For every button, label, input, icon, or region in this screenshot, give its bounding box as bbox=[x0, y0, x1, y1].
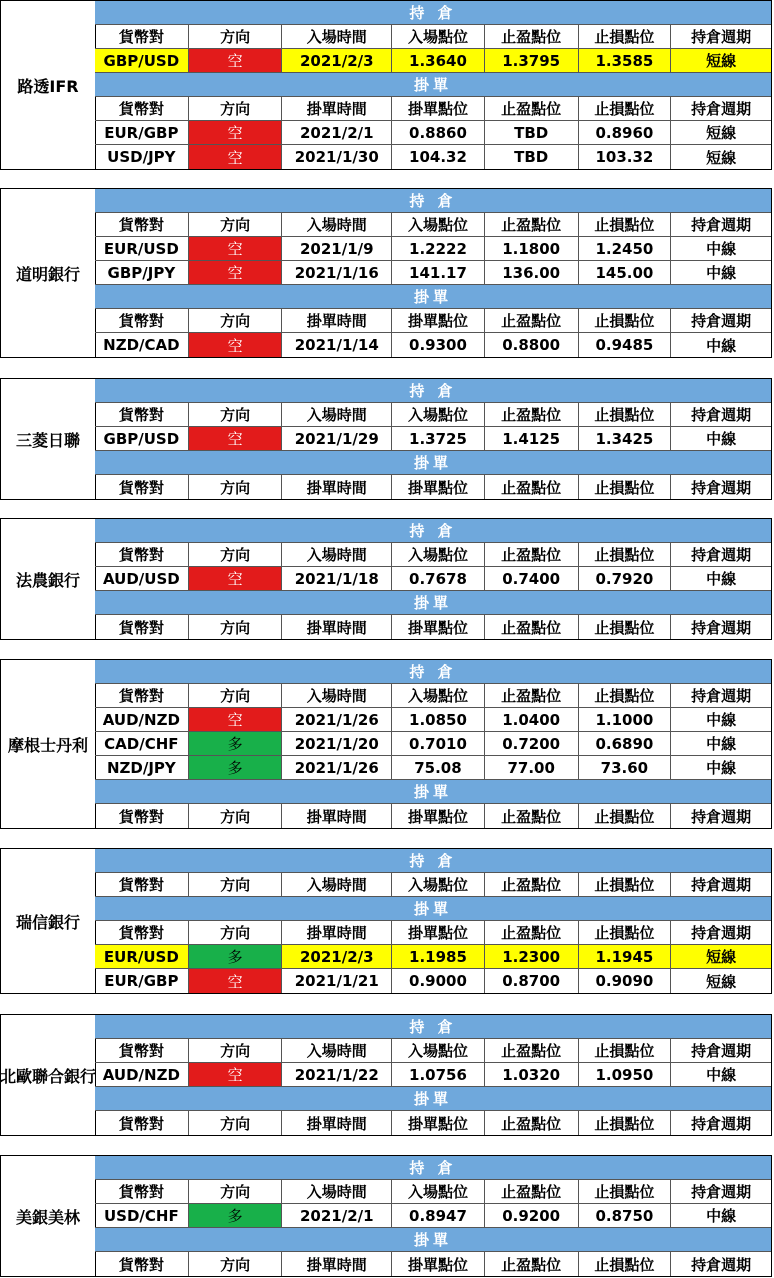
column-header: 持倉週期 bbox=[691, 28, 752, 46]
column-header: 入場時間 bbox=[282, 873, 392, 896]
cell-sl: 0.8960 bbox=[579, 121, 672, 144]
column-header: 貨幣對 bbox=[95, 873, 189, 896]
cell-pair: USD/JPY bbox=[95, 145, 189, 169]
orders-banner: 掛單 bbox=[95, 73, 771, 97]
column-header: 止損點位 bbox=[579, 873, 672, 896]
column-header: 持倉週期 bbox=[691, 216, 752, 234]
cell-tp: 0.9200 bbox=[485, 1204, 579, 1227]
column-header: 掛單時間 bbox=[282, 1111, 392, 1135]
positions-banner: 持 倉 bbox=[95, 1015, 771, 1039]
column-header: 止損點位 bbox=[579, 403, 672, 426]
cell-date: 2021/2/3 bbox=[282, 945, 392, 968]
table-row bbox=[95, 756, 771, 780]
column-header: 方向 bbox=[189, 1111, 283, 1135]
bank-name: 道明銀行 bbox=[1, 189, 96, 357]
table-row bbox=[95, 708, 771, 732]
direction-badge: 空 bbox=[189, 49, 283, 72]
positions-header-row bbox=[95, 543, 771, 567]
column-header: 貨幣對 bbox=[95, 684, 189, 707]
column-header: 方向 bbox=[189, 1180, 283, 1203]
column-header: 掛單點位 bbox=[392, 475, 485, 499]
direction-badge: 空 bbox=[189, 1063, 283, 1086]
cell-sl: 1.3425 bbox=[579, 427, 672, 450]
cell-pair: EUR/GBP bbox=[95, 121, 189, 144]
column-header: 貨幣對 bbox=[95, 25, 189, 48]
cell-pair: NZD/JPY bbox=[95, 756, 189, 779]
table-row bbox=[95, 145, 771, 169]
table-row bbox=[95, 732, 771, 756]
column-header: 掛單時間 bbox=[282, 921, 392, 944]
bank-name: 瑞信銀行 bbox=[1, 849, 96, 993]
column-header: 掛單時間 bbox=[282, 97, 392, 120]
table-row bbox=[95, 567, 771, 591]
bank-name: 三菱日聯 bbox=[1, 379, 96, 499]
bank-name: 北歐聯合銀行 bbox=[1, 1015, 96, 1135]
column-header: 止損點位 bbox=[579, 213, 672, 236]
cell-sl: 1.0950 bbox=[579, 1063, 672, 1086]
column-header: 貨幣對 bbox=[95, 1111, 189, 1135]
cell-period: 中線 bbox=[706, 735, 737, 753]
bank-table bbox=[95, 519, 771, 639]
column-header: 入場時間 bbox=[282, 213, 392, 236]
direction-badge: 空 bbox=[189, 121, 283, 144]
bank-block bbox=[0, 1014, 772, 1136]
column-header: 入場點位 bbox=[392, 25, 485, 48]
column-header: 持倉週期 bbox=[691, 1114, 752, 1133]
cell-tp: 0.8700 bbox=[485, 969, 579, 993]
cell-entry: 0.8860 bbox=[392, 121, 485, 144]
direction-badge: 空 bbox=[189, 237, 283, 260]
cell-tp: 0.7400 bbox=[485, 567, 579, 590]
cell-entry: 0.7010 bbox=[392, 732, 485, 755]
cell-date: 2021/1/16 bbox=[282, 261, 392, 284]
column-header: 持倉週期 bbox=[691, 687, 752, 705]
column-header: 止盈點位 bbox=[485, 213, 579, 236]
cell-tp: 0.7200 bbox=[485, 732, 579, 755]
cell-entry: 104.32 bbox=[392, 145, 485, 169]
cell-pair: AUD/NZD bbox=[95, 708, 189, 731]
positions-banner: 持 倉 bbox=[95, 660, 771, 684]
column-header: 止損點位 bbox=[579, 615, 672, 639]
column-header: 持倉週期 bbox=[691, 924, 752, 942]
bank-table bbox=[95, 379, 771, 499]
column-header: 止盈點位 bbox=[485, 403, 579, 426]
cell-pair: GBP/JPY bbox=[95, 261, 189, 284]
column-header: 方向 bbox=[189, 873, 283, 896]
cell-tp: 1.3795 bbox=[485, 49, 579, 72]
cell-pair: AUD/USD bbox=[95, 567, 189, 590]
orders-header-row bbox=[95, 475, 771, 499]
column-header: 止損點位 bbox=[579, 1111, 672, 1135]
cell-date: 2021/2/3 bbox=[282, 49, 392, 72]
cell-sl: 1.3585 bbox=[579, 49, 672, 72]
cell-period: 短線 bbox=[706, 124, 737, 142]
column-header: 止盈點位 bbox=[485, 309, 579, 332]
column-header: 止損點位 bbox=[579, 475, 672, 499]
bank-block bbox=[0, 518, 772, 640]
orders-header-row bbox=[95, 1252, 771, 1276]
column-header: 方向 bbox=[189, 97, 283, 120]
column-header: 方向 bbox=[189, 475, 283, 499]
column-header: 入場點位 bbox=[392, 213, 485, 236]
bank-table bbox=[95, 1015, 771, 1135]
column-header: 掛單時間 bbox=[282, 615, 392, 639]
column-header: 掛單點位 bbox=[392, 615, 485, 639]
column-header: 方向 bbox=[189, 1252, 283, 1276]
orders-banner: 掛單 bbox=[95, 780, 771, 804]
column-header: 止盈點位 bbox=[485, 1039, 579, 1062]
column-header: 止盈點位 bbox=[485, 684, 579, 707]
direction-badge: 多 bbox=[189, 756, 283, 779]
orders-banner: 掛單 bbox=[95, 451, 771, 475]
column-header: 持倉週期 bbox=[691, 100, 752, 118]
bank-name: 路透IFR bbox=[1, 1, 96, 169]
column-header: 方向 bbox=[189, 1039, 283, 1062]
column-header: 止損點位 bbox=[579, 1039, 672, 1062]
column-header: 貨幣對 bbox=[95, 97, 189, 120]
cell-pair: CAD/CHF bbox=[95, 732, 189, 755]
direction-badge: 多 bbox=[189, 732, 283, 755]
cell-date: 2021/1/22 bbox=[282, 1063, 392, 1086]
positions-header-row bbox=[95, 873, 771, 897]
column-header: 貨幣對 bbox=[95, 543, 189, 566]
column-header: 持倉週期 bbox=[691, 312, 752, 330]
cell-sl: 73.60 bbox=[579, 756, 672, 779]
column-header: 止損點位 bbox=[579, 1252, 672, 1276]
direction-badge: 多 bbox=[189, 1204, 283, 1227]
column-header: 持倉週期 bbox=[691, 1042, 752, 1060]
orders-banner: 掛單 bbox=[95, 591, 771, 615]
column-header: 掛單時間 bbox=[282, 804, 392, 828]
column-header: 止損點位 bbox=[579, 804, 672, 828]
orders-header-row bbox=[95, 309, 771, 333]
cell-entry: 1.2222 bbox=[392, 237, 485, 260]
column-header: 入場點位 bbox=[392, 543, 485, 566]
positions-header-row bbox=[95, 25, 771, 49]
cell-tp: 1.0320 bbox=[485, 1063, 579, 1086]
column-header: 方向 bbox=[189, 403, 283, 426]
column-header: 入場時間 bbox=[282, 1180, 392, 1203]
cell-entry: 75.08 bbox=[392, 756, 485, 779]
cell-sl: 0.9090 bbox=[579, 969, 672, 993]
column-header: 持倉週期 bbox=[691, 1183, 752, 1201]
cell-tp: 0.8800 bbox=[485, 333, 579, 357]
column-header: 貨幣對 bbox=[95, 804, 189, 828]
orders-banner: 掛單 bbox=[95, 1087, 771, 1111]
column-header: 止損點位 bbox=[579, 684, 672, 707]
cell-pair: EUR/GBP bbox=[95, 969, 189, 993]
column-header: 止損點位 bbox=[579, 97, 672, 120]
column-header: 止損點位 bbox=[579, 543, 672, 566]
cell-entry: 0.9000 bbox=[392, 969, 485, 993]
column-header: 止盈點位 bbox=[485, 804, 579, 828]
cell-entry: 0.9300 bbox=[392, 333, 485, 357]
cell-period: 中線 bbox=[706, 759, 737, 777]
cell-period: 中線 bbox=[706, 430, 737, 448]
cell-date: 2021/1/29 bbox=[282, 427, 392, 450]
direction-badge: 空 bbox=[189, 427, 283, 450]
cell-sl: 1.2450 bbox=[579, 237, 672, 260]
column-header: 貨幣對 bbox=[95, 213, 189, 236]
cell-date: 2021/1/9 bbox=[282, 237, 392, 260]
column-header: 方向 bbox=[189, 684, 283, 707]
column-header: 掛單點位 bbox=[392, 309, 485, 332]
table-row bbox=[95, 49, 771, 73]
direction-badge: 多 bbox=[189, 945, 283, 968]
column-header: 止盈點位 bbox=[485, 921, 579, 944]
cell-period: 中線 bbox=[706, 570, 737, 588]
table-row bbox=[95, 121, 771, 145]
bank-name: 摩根士丹利 bbox=[1, 660, 96, 828]
column-header: 貨幣對 bbox=[95, 1039, 189, 1062]
column-header: 持倉週期 bbox=[691, 406, 752, 424]
cell-sl: 1.1000 bbox=[579, 708, 672, 731]
column-header: 持倉週期 bbox=[691, 876, 752, 894]
positions-header-row bbox=[95, 684, 771, 708]
bank-block bbox=[0, 188, 772, 358]
orders-header-row bbox=[95, 97, 771, 121]
positions-banner: 持 倉 bbox=[95, 189, 771, 213]
direction-badge: 空 bbox=[189, 261, 283, 284]
column-header: 入場點位 bbox=[392, 1180, 485, 1203]
positions-banner: 持 倉 bbox=[95, 1156, 771, 1180]
bank-name: 法農銀行 bbox=[1, 519, 96, 639]
column-header: 貨幣對 bbox=[95, 309, 189, 332]
column-header: 掛單點位 bbox=[392, 1252, 485, 1276]
cell-pair: GBP/USD bbox=[95, 49, 189, 72]
column-header: 止盈點位 bbox=[485, 97, 579, 120]
column-header: 入場點位 bbox=[392, 403, 485, 426]
cell-sl: 0.6890 bbox=[579, 732, 672, 755]
cell-entry: 141.17 bbox=[392, 261, 485, 284]
cell-tp: TBD bbox=[485, 145, 579, 169]
cell-date: 2021/1/18 bbox=[282, 567, 392, 590]
orders-header-row bbox=[95, 921, 771, 945]
column-header: 止盈點位 bbox=[485, 1180, 579, 1203]
column-header: 掛單點位 bbox=[392, 921, 485, 944]
column-header: 貨幣對 bbox=[95, 921, 189, 944]
cell-tp: 1.1800 bbox=[485, 237, 579, 260]
positions-banner: 持 倉 bbox=[95, 849, 771, 873]
table-row bbox=[95, 237, 771, 261]
column-header: 止盈點位 bbox=[485, 475, 579, 499]
positions-banner: 持 倉 bbox=[95, 519, 771, 543]
bank-table bbox=[95, 1156, 771, 1276]
cell-period: 短線 bbox=[671, 945, 771, 968]
cell-entry: 1.0850 bbox=[392, 708, 485, 731]
column-header: 貨幣對 bbox=[95, 1252, 189, 1276]
cell-period: 短線 bbox=[706, 148, 737, 167]
orders-banner: 掛單 bbox=[95, 285, 771, 309]
cell-pair: EUR/USD bbox=[95, 945, 189, 968]
cell-tp: 136.00 bbox=[485, 261, 579, 284]
cell-period: 中線 bbox=[706, 1066, 737, 1084]
column-header: 入場時間 bbox=[282, 543, 392, 566]
positions-header-row bbox=[95, 403, 771, 427]
bank-block bbox=[0, 0, 772, 170]
column-header: 持倉週期 bbox=[691, 618, 752, 637]
column-header: 止盈點位 bbox=[485, 25, 579, 48]
table-row bbox=[95, 969, 771, 993]
bank-table bbox=[95, 189, 771, 357]
cell-entry: 1.1985 bbox=[392, 945, 485, 968]
column-header: 止損點位 bbox=[579, 309, 672, 332]
bank-table bbox=[95, 1, 771, 169]
positions-header-row bbox=[95, 1039, 771, 1063]
column-header: 貨幣對 bbox=[95, 475, 189, 499]
orders-banner: 掛單 bbox=[95, 1228, 771, 1252]
column-header: 方向 bbox=[189, 213, 283, 236]
cell-tp: TBD bbox=[485, 121, 579, 144]
column-header: 持倉週期 bbox=[691, 478, 752, 497]
cell-period: 短線 bbox=[671, 49, 771, 72]
column-header: 入場點位 bbox=[392, 873, 485, 896]
column-header: 持倉週期 bbox=[691, 546, 752, 564]
column-header: 掛單點位 bbox=[392, 804, 485, 828]
cell-tp: 77.00 bbox=[485, 756, 579, 779]
column-header: 持倉週期 bbox=[691, 807, 752, 826]
column-header: 止盈點位 bbox=[485, 873, 579, 896]
orders-banner: 掛單 bbox=[95, 897, 771, 921]
bank-block bbox=[0, 1155, 772, 1277]
positions-header-row bbox=[95, 213, 771, 237]
table-row bbox=[95, 945, 771, 969]
column-header: 入場時間 bbox=[282, 1039, 392, 1062]
cell-pair: NZD/CAD bbox=[95, 333, 189, 357]
column-header: 止盈點位 bbox=[485, 615, 579, 639]
column-header: 掛單時間 bbox=[282, 1252, 392, 1276]
cell-entry: 0.7678 bbox=[392, 567, 485, 590]
cell-sl: 145.00 bbox=[579, 261, 672, 284]
cell-date: 2021/1/14 bbox=[282, 333, 392, 357]
column-header: 入場時間 bbox=[282, 684, 392, 707]
column-header: 止損點位 bbox=[579, 25, 672, 48]
column-header: 止盈點位 bbox=[485, 543, 579, 566]
cell-entry: 1.3640 bbox=[392, 49, 485, 72]
direction-badge: 空 bbox=[189, 333, 283, 357]
column-header: 止損點位 bbox=[579, 1180, 672, 1203]
cell-pair: AUD/NZD bbox=[95, 1063, 189, 1086]
cell-date: 2021/1/30 bbox=[282, 145, 392, 169]
bank-name: 美銀美林 bbox=[1, 1156, 96, 1276]
cell-date: 2021/1/21 bbox=[282, 969, 392, 993]
bank-block bbox=[0, 848, 772, 994]
cell-sl: 0.7920 bbox=[579, 567, 672, 590]
column-header: 方向 bbox=[189, 921, 283, 944]
cell-date: 2021/1/20 bbox=[282, 732, 392, 755]
cell-entry: 1.0756 bbox=[392, 1063, 485, 1086]
column-header: 止損點位 bbox=[579, 921, 672, 944]
cell-period: 短線 bbox=[706, 972, 737, 991]
cell-period: 中線 bbox=[706, 336, 737, 355]
cell-date: 2021/2/1 bbox=[282, 1204, 392, 1227]
cell-period: 中線 bbox=[706, 264, 737, 282]
bank-block bbox=[0, 378, 772, 500]
table-row bbox=[95, 1204, 771, 1228]
cell-tp: 1.2300 bbox=[485, 945, 579, 968]
positions-header-row bbox=[95, 1180, 771, 1204]
column-header: 掛單點位 bbox=[392, 1111, 485, 1135]
table-row bbox=[95, 427, 771, 451]
positions-banner: 持 倉 bbox=[95, 1, 771, 25]
column-header: 持倉週期 bbox=[691, 1255, 752, 1274]
cell-tp: 1.4125 bbox=[485, 427, 579, 450]
direction-badge: 空 bbox=[189, 567, 283, 590]
column-header: 方向 bbox=[189, 309, 283, 332]
column-header: 方向 bbox=[189, 25, 283, 48]
cell-sl: 0.9485 bbox=[579, 333, 672, 357]
cell-pair: GBP/USD bbox=[95, 427, 189, 450]
column-header: 貨幣對 bbox=[95, 615, 189, 639]
column-header: 掛單時間 bbox=[282, 309, 392, 332]
cell-pair: EUR/USD bbox=[95, 237, 189, 260]
column-header: 掛單點位 bbox=[392, 97, 485, 120]
column-header: 止盈點位 bbox=[485, 1252, 579, 1276]
column-header: 貨幣對 bbox=[95, 403, 189, 426]
table-row bbox=[95, 261, 771, 285]
cell-tp: 1.0400 bbox=[485, 708, 579, 731]
cell-sl: 0.8750 bbox=[579, 1204, 672, 1227]
table-row bbox=[95, 333, 771, 357]
column-header: 方向 bbox=[189, 543, 283, 566]
column-header: 方向 bbox=[189, 804, 283, 828]
column-header: 入場點位 bbox=[392, 684, 485, 707]
bank-table bbox=[95, 849, 771, 993]
column-header: 入場點位 bbox=[392, 1039, 485, 1062]
orders-header-row bbox=[95, 615, 771, 639]
cell-pair: USD/CHF bbox=[95, 1204, 189, 1227]
cell-date: 2021/1/26 bbox=[282, 708, 392, 731]
bank-block bbox=[0, 659, 772, 829]
cell-date: 2021/1/26 bbox=[282, 756, 392, 779]
column-header: 方向 bbox=[189, 615, 283, 639]
direction-badge: 空 bbox=[189, 969, 283, 993]
column-header: 入場時間 bbox=[282, 403, 392, 426]
column-header: 止盈點位 bbox=[485, 1111, 579, 1135]
column-header: 貨幣對 bbox=[95, 1180, 189, 1203]
orders-header-row bbox=[95, 804, 771, 828]
positions-banner: 持 倉 bbox=[95, 379, 771, 403]
table-row bbox=[95, 1063, 771, 1087]
cell-date: 2021/2/1 bbox=[282, 121, 392, 144]
cell-sl: 1.1945 bbox=[579, 945, 672, 968]
column-header: 入場時間 bbox=[282, 25, 392, 48]
cell-entry: 1.3725 bbox=[392, 427, 485, 450]
direction-badge: 空 bbox=[189, 145, 283, 169]
direction-badge: 空 bbox=[189, 708, 283, 731]
cell-sl: 103.32 bbox=[579, 145, 672, 169]
cell-period: 中線 bbox=[706, 711, 737, 729]
cell-period: 中線 bbox=[706, 1207, 737, 1225]
cell-period: 中線 bbox=[706, 240, 737, 258]
column-header: 掛單時間 bbox=[282, 475, 392, 499]
bank-table bbox=[95, 660, 771, 828]
cell-entry: 0.8947 bbox=[392, 1204, 485, 1227]
orders-header-row bbox=[95, 1111, 771, 1135]
